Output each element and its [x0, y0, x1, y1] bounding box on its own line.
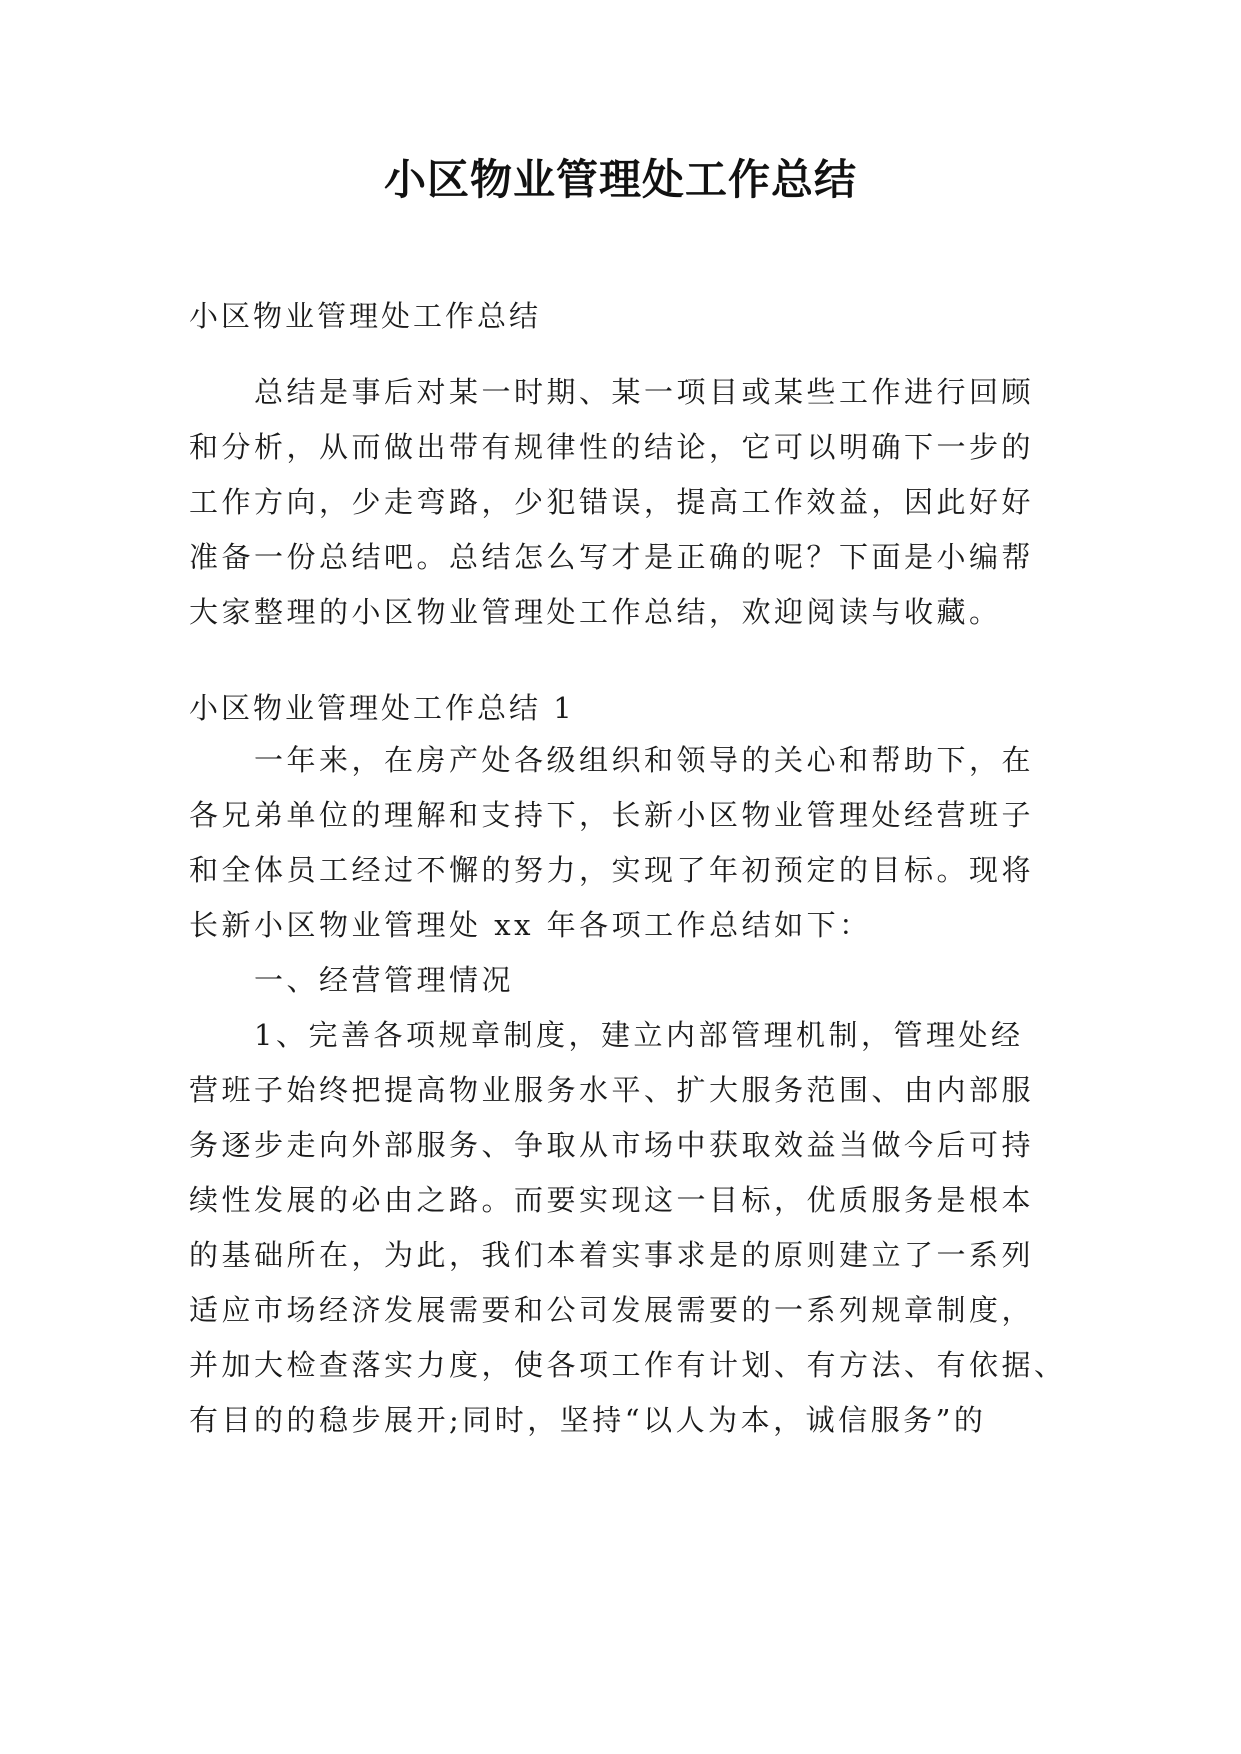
intro-line: 工作方向，少走弯路，少犯错误，提高工作效益，因此好好 [189, 485, 1035, 519]
paragraph-line: 营班子始终把提高物业服务水平、扩大服务范围、由内部服 [189, 1073, 1035, 1107]
document-title: 小区物业管理处工作总结 [383, 155, 857, 204]
paragraph-line: 长新小区物业管理处 xx 年各项工作总结如下： [189, 908, 872, 942]
intro-line: 大家整理的小区物业管理处工作总结，欢迎阅读与收藏。 [189, 595, 1002, 629]
paragraph-line: 和全体员工经过不懈的努力，实现了年初预定的目标。现将 [189, 853, 1035, 887]
intro-line: 总结是事后对某一时期、某一项目或某些工作进行回顾 [254, 375, 1035, 409]
section-heading: 小区物业管理处工作总结 1 [189, 691, 575, 725]
paragraph-line: 一年来，在房产处各级组织和领导的关心和帮助下，在 [254, 743, 1035, 777]
intro-line: 准备一份总结吧。总结怎么写才是正确的呢？下面是小编帮 [189, 540, 1035, 574]
paragraph-line: 各兄弟单位的理解和支持下，长新小区物业管理处经营班子 [189, 798, 1035, 832]
paragraph-line: 适应市场经济发展需要和公司发展需要的一系列规章制度， [189, 1293, 1035, 1327]
paragraph-line: 1、完善各项规章制度，建立内部管理机制，管理处经 [254, 1018, 1024, 1052]
paragraph-line: 有目的的稳步展开;同时，坚持“以人为本，诚信服务”的 [189, 1403, 987, 1437]
intro-line: 和分析，从而做出带有规律性的结论，它可以明确下一步的 [189, 430, 1035, 464]
document-subtitle: 小区物业管理处工作总结 [189, 299, 542, 333]
paragraph-line: 务逐步走向外部服务、争取从市场中获取效益当做今后可持 [189, 1128, 1035, 1162]
paragraph-line: 续性发展的必由之路。而要实现这一目标，优质服务是根本 [189, 1183, 1035, 1217]
subheading: 一、经营管理情况 [254, 963, 515, 997]
paragraph-line: 的基础所在，为此，我们本着实事求是的原则建立了一系列 [189, 1238, 1035, 1272]
paragraph-line: 并加大检查落实力度，使各项工作有计划、有方法、有依据、 [189, 1348, 1067, 1382]
